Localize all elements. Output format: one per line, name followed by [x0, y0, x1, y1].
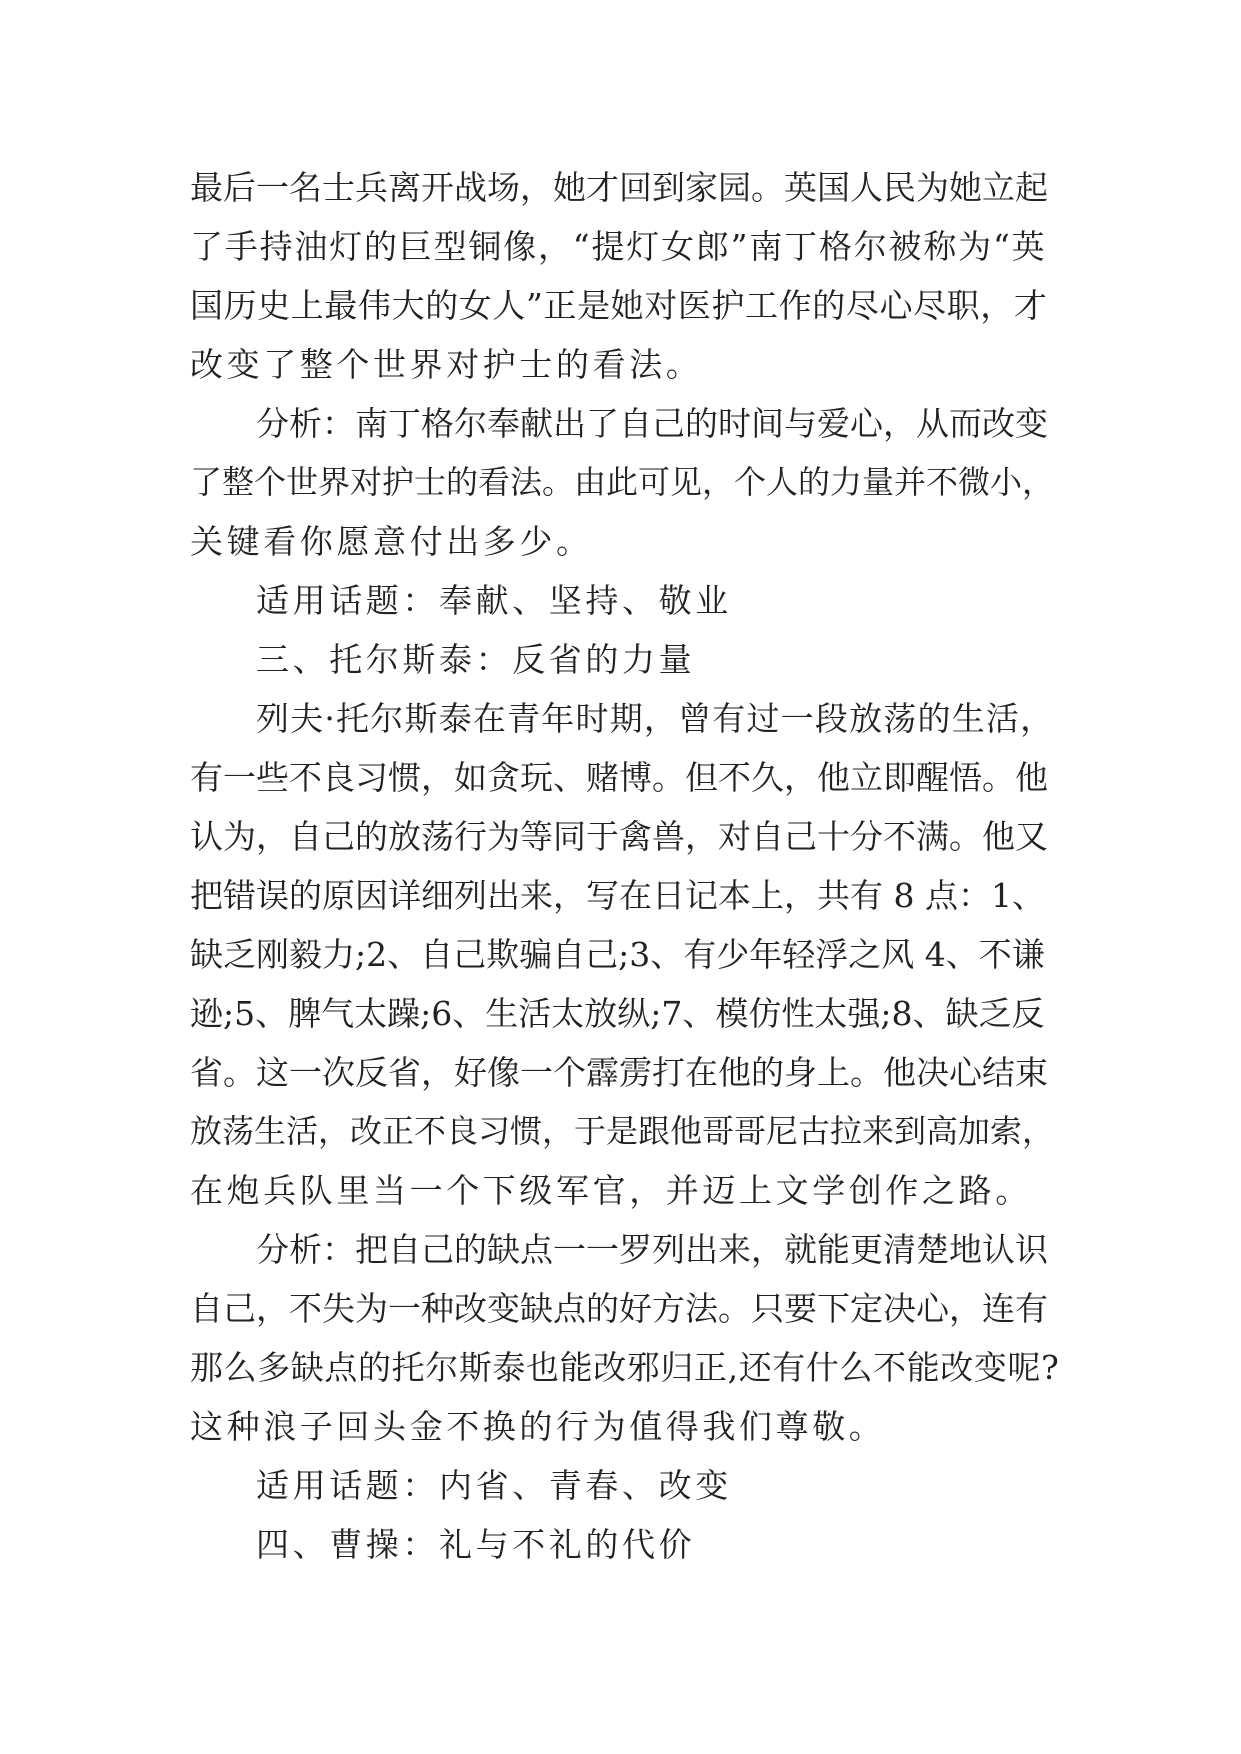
body-line: 逊;5、脾气太躁;6、生活太放纵;7、模仿性太强;8、缺乏反: [190, 994, 1045, 1033]
body-line: 认为，自己的放荡行为等同于禽兽，对自己十分不满。他又: [190, 817, 1048, 856]
topic-line: 适用话题：奉献、坚持、敬业: [256, 581, 732, 620]
body-line: 最后一名士兵离开战场，她才回到家园。英国人民为她立起: [190, 168, 1048, 207]
body-line: 放荡生活，改正不良习惯，于是跟他哥哥尼古拉来到高加索，: [190, 1112, 1055, 1150]
body-line: 那么多缺点的托尔斯泰也能改邪归正,还有什么不能改变呢?: [190, 1348, 1060, 1387]
body-line: 了手持油灯的巨型铜像，“提灯女郎”南丁格尔被称为“英: [190, 227, 1047, 266]
body-line: 省。这一次反省，好像一个霹雳打在他的身上。他决心结束: [190, 1053, 1048, 1092]
body-line: 这种浪子回头金不换的行为值得我们尊敬。: [190, 1407, 886, 1446]
body-line: 把错误的原因详细列出来，写在日记本上，共有 8 点：1、: [190, 876, 1045, 915]
body-line: 列夫·托尔斯泰在青年时期，曾有过一段放荡的生活，: [256, 699, 1055, 738]
analysis-line: 分析：把自己的缺点一一罗列出来，就能更清楚地认识: [256, 1230, 1048, 1269]
body-line: 了整个世界对护士的看法。由此可见，个人的力量并不微小，: [190, 463, 1055, 501]
body-line: 改变了整个世界对护士的看法。: [190, 345, 703, 384]
body-line: 关键看你愿意付出多少。: [190, 522, 593, 561]
analysis-line: 分析：南丁格尔奉献出了自己的时间与爱心，从而改变: [256, 404, 1048, 443]
body-line: 自己，不失为一种改变缺点的好方法。只要下定决心，连有: [190, 1289, 1048, 1328]
body-line: 缺乏刚毅力;2、自己欺骗自己;3、有少年轻浮之风 4、不谦: [190, 935, 1045, 974]
body-line: 在炮兵队里当一个下级军官，并迈上文学创作之路。: [190, 1171, 1032, 1210]
section-heading: 四、曹操：礼与不礼的代价: [256, 1525, 696, 1564]
body-line: 有一些不良习惯，如贪玩、赌博。但不久，他立即醒悟。他: [190, 758, 1048, 797]
document-body: [190, 158, 1060, 1574]
topic-line: 适用话题：内省、青春、改变: [256, 1466, 732, 1505]
section-heading: 三、托尔斯泰：反省的力量: [256, 640, 696, 679]
body-line: 国历史上最伟大的女人”正是她对医护工作的尽心尽职，才: [190, 286, 1048, 325]
